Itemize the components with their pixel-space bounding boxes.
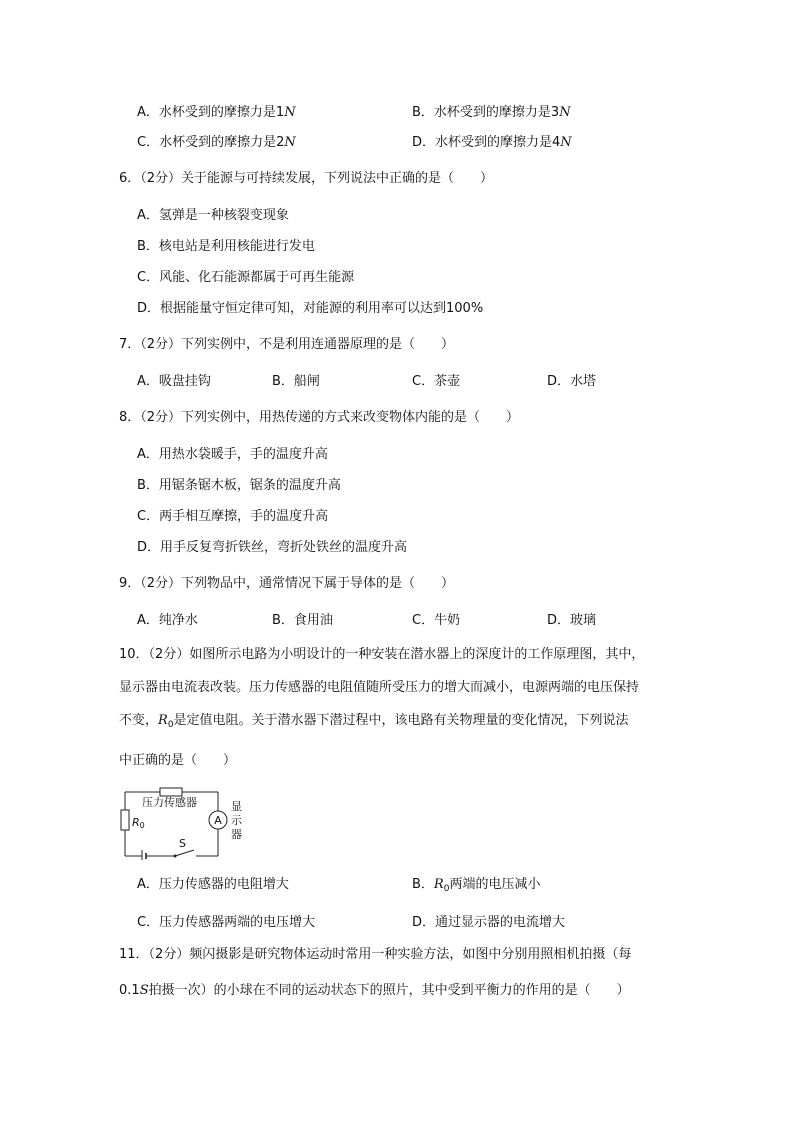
q7-option-c: C．茶壶 [412,374,461,389]
q6-option-c: C．风能、化石能源都属于可再生能源 [137,270,355,285]
q9-option-b: B．食用油 [272,613,333,628]
q6-option-d: D．根据能量守恒定律可知，对能源的利用率可以达到100% [137,301,484,316]
q7-stem: 7．（2分）下列实例中，不是利用连通器原理的是（ ） [119,337,455,352]
q11-stem-line1: 11．（2分）频闪摄影是研究物体运动时常用一种实验方法，如图中分别用照相机拍摄（每 [119,947,632,962]
q10-option-a: A．压力传感器的电阻增大 [137,877,289,892]
q10-stem-line1: 10．（2分）如图所示电路为小明设计的一种安装在潜水器上的深度计的工作原理图，其中， [119,647,645,662]
q5-option-c: C．水杯受到的摩擦力是2N [137,135,296,150]
q5-option-d: D．水杯受到的摩擦力是4N [412,135,572,150]
q10-stem-line4: 中正确的是（ ） [119,753,237,768]
pressure-sensor-label: 压力传感器 [142,796,197,809]
q6-option-a: A．氢弹是一种核裂变现象 [137,208,289,223]
q9-option-d: D．玻璃 [547,613,597,628]
q8-option-c: C．两手相互摩擦，手的温度升高 [137,509,329,524]
q10-stem-line2: 显示器由电流表改装。压力传感器的电阻值随所受压力的增大而减小，电源两端的电压保持 [119,680,640,695]
display-label-3: 器 [231,828,242,841]
q7-option-a: A．吸盘挂钩 [137,374,211,389]
switch-blade [175,850,194,856]
q11-stem-line2: 0.1S拍摄一次）的小球在不同的运动状态下的照片，其中受到平衡力的作用的是（ ） [119,983,630,998]
q8-option-b: B．用锯条锯木板，锯条的温度升高 [137,478,341,493]
q8-stem: 8．（2分）下列实例中，用热传递的方式来改变物体内能的是（ ） [119,410,520,425]
display-label-2: 示 [231,814,242,827]
circuit-diagram [118,786,258,860]
q10-stem-line3: 不变，$R_0$是定值电阻。关于潜水器下潜过程中，该电路有关物理量的变化情况，下列说法 [119,713,629,730]
resistor-r0-label: R0 [132,816,145,830]
q5-option-a: A．水杯受到的摩擦力是1N [137,105,296,120]
q9-stem: 9．（2分）下列物品中，通常情况下属于导体的是（ ） [119,576,455,591]
resistor-r0-symbol [121,810,129,830]
ammeter-label: A [214,814,222,827]
q10-option-c: C．压力传感器两端的电压增大 [137,915,316,930]
q10-option-b: B．$R_0$两端的电压减小 [412,877,541,894]
pressure-sensor-symbol [160,788,182,796]
q6-option-b: B．核电站是利用核能进行发电 [137,239,315,254]
switch-label: S [179,837,186,850]
q8-option-a: A．用热水袋暖手，手的温度升高 [137,447,328,462]
q8-option-d: D．用手反复弯折铁丝，弯折处铁丝的温度升高 [137,540,408,555]
q9-option-a: A．纯净水 [137,613,198,628]
q7-option-d: D．水塔 [547,374,597,389]
q10-option-d: D．通过显示器的电流增大 [412,915,566,930]
q7-option-b: B．船闸 [272,374,320,389]
q9-option-c: C．牛奶 [412,613,461,628]
q5-option-b: B．水杯受到的摩擦力是3N [412,105,571,120]
display-label-1: 显 [231,800,242,813]
q6-stem: 6．（2分）关于能源与可持续发展，下列说法中正确的是（ ） [119,171,494,186]
